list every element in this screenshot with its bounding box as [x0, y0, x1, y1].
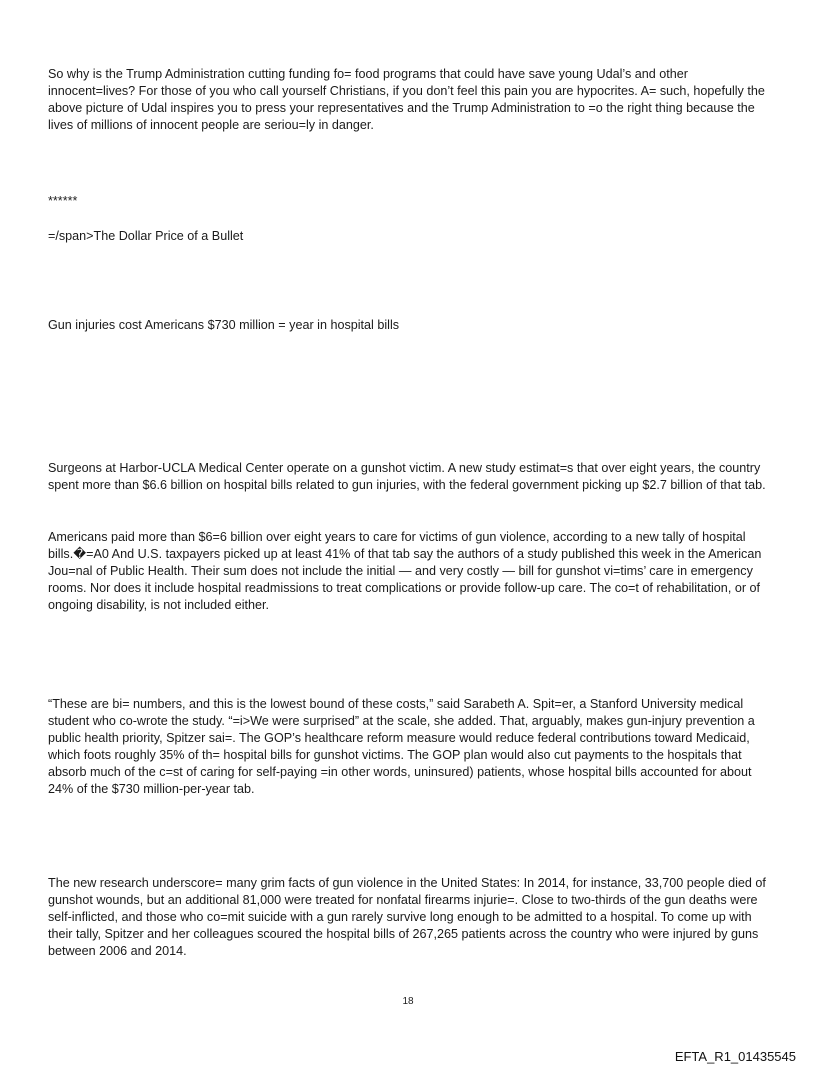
paragraph-spitzer-quote: “These are bi= numbers, and this is the lowest bound of these costs,” said Sarabeth A. Spit=er, a Stanford University medical student who co-wrote the study. “=i>We were surprised” at the scale, she added. That, arguably, makes gun-injury prevention a public health priority, Spitzer sai=. The GOP’s healthcare reform measure would reduce federal contributions toward Medicaid, which foots roughly 35% of th= hospital bills for gunshot victims. The GOP plan would also cut payments to the hospitals that absorb much of the c=st of caring for self-paying =in other words, uninsured) patients, whose hospital bills accounted for about 24% of the $730 million-per-year tab.	[48, 697, 755, 796]
article-subheading: Gun injuries cost Americans $730 million = year in hospital bills	[48, 318, 400, 332]
article-heading: =/span>The Dollar Price of a Bullet	[48, 229, 244, 243]
paragraph-research-facts: The new research underscore= many grim facts of gun violence in the United States: In 2014, for instance, 33,700 people died of gunshot wounds, but an additional 81,000 were treated for nonfatal firearms injurie=. Close to two-thirds of the gun deaths were self-inflicted, and those who co=mit suicide with a gun rarely survive long enough to be admitted to a hospital. To come up with their tally, Spitzer and her colleagues scoured the hospital bills of 267,265 patients across the country who were injured by guns between 2006 and 2014.	[48, 876, 766, 958]
paragraph-hospital-bills: Americans paid more than $6=6 billion over eight years to care for victims of gun violence, according to a new tally of hospital bills.�=A0 And U.S. taxpayers picked up at least 41% of that tab say the authors of a study published this week in the American Jou=nal of Public Health. Their sum does not include the initial — and very costly — bill for gunshot vi=tims’ care in emergency rooms. Nor does it include hospital readmissions to treat complications or provide follow-up care. The co=t of rehabilitation, or of ongoing disability, is not included either.	[48, 530, 762, 612]
document-id-footer: EFTA_R1_01435545	[674, 1049, 796, 1064]
page-number: 18	[402, 996, 414, 1007]
section-separator: ******	[48, 194, 78, 208]
photo-caption: Surgeons at Harbor-UCLA Medical Center operate on a gunshot victim. A new study estimat=s that over eight years, the country spent more than $6.6 billion on hospital bills related to gun injuries, with the federal government picking up $2.7 billion of that tab.	[48, 461, 766, 492]
paragraph-food-programs: So why is the Trump Administration cutting funding fo= food programs that could have save young Udal’s and other innocent=lives? For those of you who call yourself Christians, if you don’t feel this pain you are hypocrites. A= such, hopefully the above picture of Udal inspires you to press your representatives and the Trump Administration to =o the right thing because the lives of millions of innocent people are seriou=ly in danger.	[48, 67, 765, 132]
